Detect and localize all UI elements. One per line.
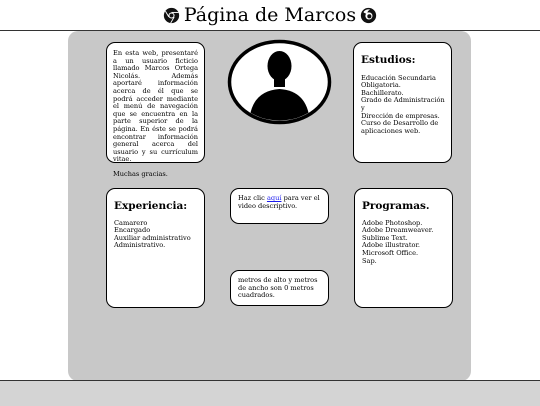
list-item: Educación Secundaria [361,73,436,82]
list-item: Adobe illustrator. [362,241,421,250]
list-item: Administrativo. [114,241,166,250]
intro-paragraph: En esta web, presentaré a un usuario ficticio llamado Marcos Ortega Nicolás. Además aportaré información acerca de él que se podrá acceder mediante el menú de navegación que se encuentra en la parte superior de la página. En éste se podrá encontrar información general acerca del usuario y su currículum vitae. [113,49,198,164]
video-text-prefix: Haz clic [238,194,267,202]
list-item: Dirección de empresas. [361,111,440,120]
user-silhouette-icon [227,39,332,125]
experiencia-card [106,188,205,308]
area-result-text: metros de alto y metros de ancho son 0 metros cuadrados. [238,276,318,300]
list-item: Camarero [114,218,148,227]
list-item: Adobe Dreamweaver. [362,226,434,235]
list-item: Bachillerato. [361,88,404,97]
list-item: Adobe Photoshop. [362,218,423,227]
video-text-suffix: para ver el video descriptivo. [238,194,320,210]
title-wrap [163,3,377,26]
list-item: Encargado [114,226,151,235]
list-item: Auxiliar administrativo [114,233,191,242]
video-link[interactable]: aquí [266,194,282,202]
video-card [230,188,329,224]
firefox-icon [360,7,377,24]
list-item: Curso de Desarrollo de [361,119,439,128]
list-item: aplicaciones web. [361,126,421,135]
intro-card [106,42,205,178]
avatar [227,39,332,125]
list-item: Microsoft Office. [362,248,419,257]
list-item: Grado de Administración y [361,96,445,112]
programas-card [354,188,453,308]
page-title: Página de Marcos [183,3,357,26]
list-item: Obligatoria. [361,81,401,90]
list-item: Sap. [362,256,377,265]
intro-thanks: Muchas gracias. [113,169,168,178]
programas-title: Programas. [362,200,430,212]
list-item: Sublime Text. [362,233,408,242]
page-footer [0,380,540,406]
chrome-icon [163,7,180,24]
experiencia-title: Experiencia: [114,200,188,212]
area-result-card [230,270,329,306]
estudios-card [353,42,452,163]
page-header [0,0,540,31]
estudios-title: Estudios: [361,54,416,66]
